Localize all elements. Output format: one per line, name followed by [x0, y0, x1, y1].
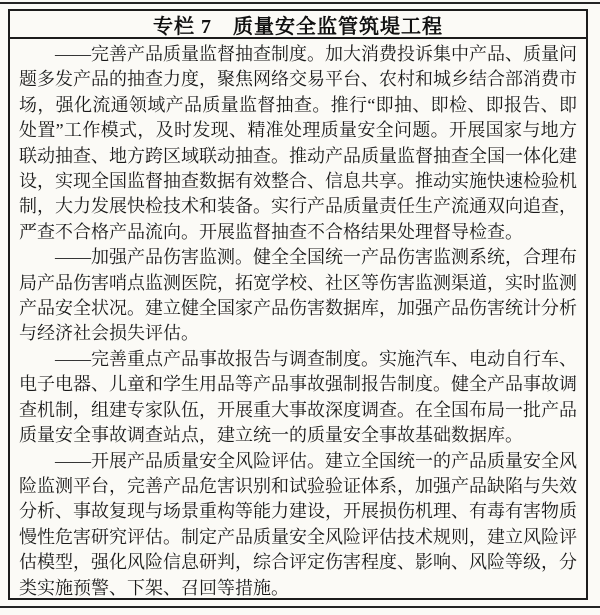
paragraph-accident-reporting: ——完善重点产品事故报告与调查制度。实施汽车、电动自行车、电子电器、儿童和学生用品等产品事故强制报告制度。健全产品事故调查机制，组建专家队伍，开展重大事故深度调查。在全国布局一批产品质量安全事故调查站点，建立统一的质量安全事故基础数据库。: [19, 348, 577, 446]
column-box: [8, 9, 588, 600]
bottom-page-rule: [0, 606, 600, 608]
column-box-body: [10, 39, 586, 601]
column-box-title: 专栏 7 质量安全监管筑堤工程: [10, 11, 586, 39]
paragraph-supervision-sampling: ——完善产品质量监督抽查制度。加大消费投诉集中产品、质量问题多发产品的抽查力度，聚焦网络交易平台、农村和城乡结合部消费市场，强化流通领域产品质量监督抽查。推行“即抽、即检、即报告、即处置”工作模式，及时发现、精准处理质量安全问题。开展国家与地方联动抽查、地方跨区域联动抽查。推动产品质量监督抽查全国一体化建设，实现全国监督抽查数据有效整合、信息共享。推动实施快速检验机制，大力发展快检技术和装备。实行产品质量责任生产流通双向追查，严查不合格产品流向。开展监督抽查不合格结果处理督导检查。: [19, 44, 577, 242]
top-page-rule: [0, 2, 600, 4]
paragraph-risk-assessment: ——开展产品质量安全风险评估。建立全国统一的产品质量安全风险监测平台，完善产品危害识别和试验验证体系，加强产品缺陷与失效分析、事故复现与场景重构等能力建设，开展损伤机理、有毒有害物质慢性危害研究评估。制定产品质量安全风险评估技术规则，建立风险评估模型，强化风险信息研判，综合评定伤害程度、影响、风险等级，分类实施预警、下架、召回等措施。: [19, 450, 577, 598]
paragraph-injury-monitoring: ——加强产品伤害监测。健全全国统一产品伤害监测系统，合理布局产品伤害哨点监测医院，拓宽学校、社区等伤害监测渠道，实时监测产品安全状况。建立健全国家产品伤害数据库，加强产品伤害统计分析与经济社会损失评估。: [19, 247, 577, 344]
